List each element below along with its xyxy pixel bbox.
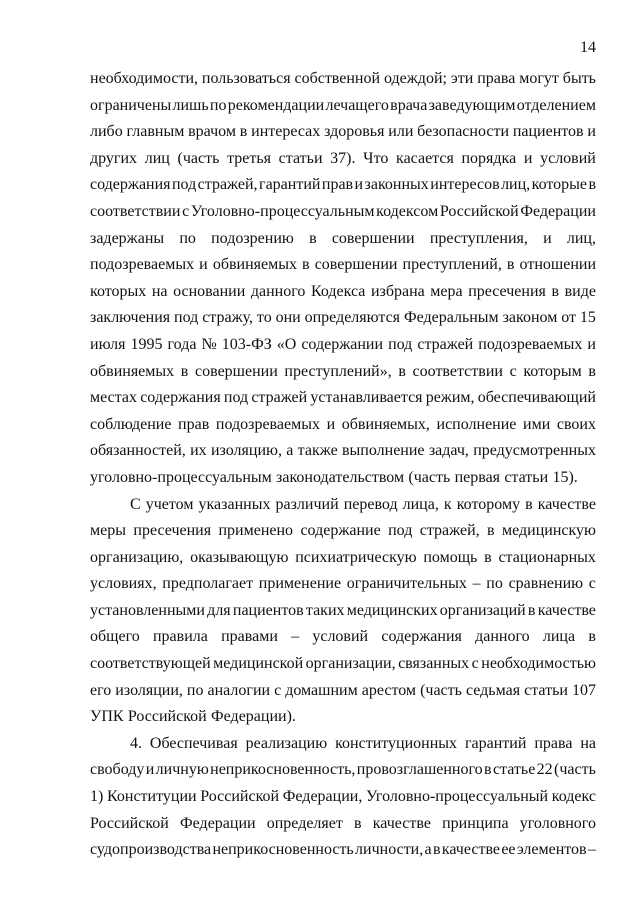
text-line: соответствии с Уголовно-процессуальным кодексом Российской Федерации — [90, 202, 596, 220]
text-line: необходимости, пользоваться собственной одеждой; эти права могут быть — [90, 70, 596, 87]
text-line: подозреваемых и обвиняемых в совершении преступлений, в отношении — [90, 256, 596, 274]
text-line: общего правила правами – условий содержания данного лица в — [90, 628, 596, 646]
text-line: 1) Конституции Российской Федерации, Уголовно-процессуальный кодекс — [90, 788, 596, 806]
text-line: ограничены лишь по рекомендации лечащего врача заведующим отделением — [90, 96, 596, 114]
text-line: обвиняемых в совершении преступлений», в соответствии с которым в — [90, 362, 596, 380]
text-line: организацию, оказывающую психиатрическую помощь в стационарных — [90, 548, 596, 566]
text-line: июля 1995 года № 103-ФЗ «О содержании под стражей подозреваемых и — [90, 335, 596, 353]
text-line: либо главным врачом в интересах здоровья или безопасности пациентов и — [90, 123, 596, 141]
paragraph — [90, 66, 596, 492]
text-line: задержаны по подозрению в совершении преступления, и лиц, — [90, 229, 596, 247]
text-line: соблюдение прав подозреваемых и обвиняемых, исполнение ими своих — [90, 415, 596, 433]
text-line: 4. Обеспечивая реализацию конституционных гарантий права на — [130, 734, 596, 752]
text-line: Российской Федерации определяет в качестве принципа уголовного — [90, 814, 596, 832]
text-line: местах содержания под стражей устанавливается режим, обеспечивающий — [90, 389, 596, 407]
text-line: установленными для пациентов таких медицинских организаций в качестве — [90, 601, 596, 619]
text-line: других лиц (часть третья статьи 37). Что касается порядка и условий — [90, 149, 596, 167]
body-text — [90, 66, 596, 864]
text-line: соответствующей медицинской организации, связанных с необходимостью — [90, 655, 596, 673]
paragraph — [90, 492, 596, 731]
text-line: условиях, предполагает применение ограничительных – по сравнению с — [90, 575, 596, 593]
text-line: УПК Российской Федерации). — [90, 708, 296, 726]
text-line: его изоляции, по аналогии с домашним арестом (часть седьмая статьи 107 — [90, 681, 596, 699]
text-line: уголовно-процессуальным законодательством (часть первая статьи 15). — [90, 468, 578, 486]
page-number: 14 — [580, 39, 596, 56]
text-line: судопроизводства неприкосновенность личности, а в качестве ее элементов – — [90, 841, 596, 859]
text-line: меры пресечения применено содержание под стражей, в медицинскую — [90, 522, 596, 540]
text-line: обязанностей, их изоляцию, а также выполнение задач, предусмотренных — [90, 442, 596, 460]
text-line: заключения под стражу, то они определяются Федеральным законом от 15 — [90, 309, 596, 327]
text-line: содержания под стражей, гарантий прав и законных интересов лиц, которые в — [90, 176, 596, 194]
paragraph — [90, 731, 596, 864]
text-line: С учетом указанных различий перевод лица, к которому в качестве — [130, 495, 596, 513]
text-line: свободу и личную неприкосновенность, провозглашенного в статье 22 (часть — [90, 761, 596, 779]
text-line: которых на основании данного Кодекса избрана мера пресечения в виде — [90, 282, 596, 300]
